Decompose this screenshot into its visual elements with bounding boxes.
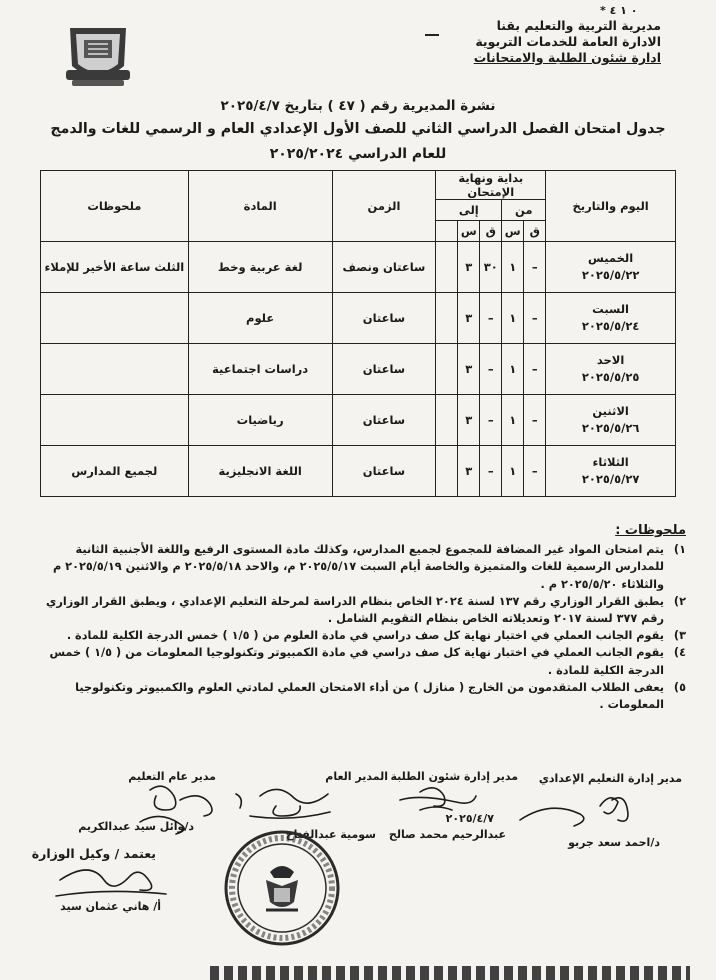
sig-name-director: د/وائل سيد عبدالكريم [78, 820, 194, 833]
from-q-cell: – [524, 344, 546, 395]
bulletin-line: نشرة المديرية رقم ( ٤٧ ) بتاريخ ٢٠٢٥/٤/٧ [220, 98, 496, 114]
header-subject: المادة [188, 171, 332, 242]
approve-name: أ/ هاني عثمان سيد [60, 900, 161, 913]
day-date-cell: الخميس ٢٠٢٥/٥/٢٢ [546, 242, 676, 293]
note-item: ٣) يقوم الجانب العملي في اختبار نهاية كل صف دراسي في مادة العلوم من ( ١/٥ ) خمس الدرجة الكلية للمادة . [66, 629, 686, 643]
from-s-cell: ١ [502, 293, 524, 344]
bottom-border-strip [210, 966, 690, 980]
to-q-cell: ٣٠ [480, 242, 502, 293]
header-line-services: الادارة العامة للخدمات التربوية [475, 34, 661, 49]
notes-heading: ملحوظات : [615, 523, 686, 538]
from-s-cell: ١ [502, 242, 524, 293]
top-marks: * ٠ ١ ٤ [600, 4, 638, 17]
duration-cell: ساعتان [332, 293, 436, 344]
header-to: إلى [436, 200, 502, 221]
from-q-cell: – [524, 242, 546, 293]
to-s-cell: ٣ [458, 344, 480, 395]
to-q-cell: – [480, 293, 502, 344]
subject-cell: علوم [188, 293, 332, 344]
header-notes: ملحوظات [41, 171, 189, 242]
to-q-cell: – [480, 446, 502, 497]
note-item: ٥) يعفى الطلاب المتقدمون من الخارج ( منازل ) من أداء الامتحان العملي لمادتي العلوم والكمبيوتر وتكنولوجيا المعلومات . [75, 680, 686, 712]
duration-cell: ساعتان [332, 395, 436, 446]
subject-cell: اللغة الانجليزية [188, 446, 332, 497]
sig-name-gm: سومية عبدالفتاح [285, 828, 376, 841]
header-line-affairs: ادارة شئون الطلبة والامتحانات [473, 50, 661, 65]
subject-cell: دراسات اجتماعية [188, 344, 332, 395]
approve-title: يعتمد / وكيل الوزارة [31, 846, 156, 861]
sig-title-prep: مدير إدارة التعليم الإعدادي [538, 772, 682, 785]
sig-name-affairs: عبدالرحيم محمد صالح [388, 828, 506, 841]
day-date-cell: الاحد ٢٠٢٥/٥/٢٥ [546, 344, 676, 395]
from-q-cell: – [524, 293, 546, 344]
note-item: ١) يتم امتحان المواد غير المضافة للمجموع لجميع المدارس، وكذلك مادة المستوى الرفيع واللغة الأجنبية الثانية للمدارس الرسمية للغات والمتميزة والخاصة أيام السبت ٢٠٢٥/٥/١٧ م، والاحد ٢٠٢٥/٥/١٨ م والاثنين ٢٠٢٥/٥/١٩ م والثلاثاء ٢٠٢٥/٥/٢٠ م . [52, 543, 686, 591]
header-to-q: ق [480, 221, 502, 242]
to-s-cell: ٣ [458, 293, 480, 344]
day-date-cell: الثلاثاء ٢٠٢٥/٥/٢٧ [546, 446, 676, 497]
from-s-cell: ١ [502, 446, 524, 497]
duration-cell: ساعتان [332, 446, 436, 497]
header-exam-range: بداية ونهاية الإمتحان [436, 171, 546, 200]
header-from: من [502, 200, 546, 221]
sig-name-prep: د/احمد سعد جربو [568, 836, 660, 849]
subject-cell: لغة عربية وخط [188, 242, 332, 293]
header-day-date: اليوم والتاريخ [546, 171, 676, 242]
header-to-s: س [458, 221, 480, 242]
to-q-cell: – [480, 395, 502, 446]
header-from-s: س [502, 221, 524, 242]
header-line-directorate: مديرية التربية والتعليم بقنا [496, 18, 661, 33]
sig-title-affairs: مدير إدارة شئون الطلبة [390, 770, 518, 783]
to-s-cell: ٣ [458, 242, 480, 293]
subject-cell: رياضيات [188, 395, 332, 446]
sig-date-affairs: ٢٠٢٥/٤/٧ [445, 812, 494, 825]
from-q-cell: – [524, 446, 546, 497]
from-s-cell: ١ [502, 344, 524, 395]
note-cell: لجميع المدارس [41, 446, 189, 497]
sig-title-gm: المدير العام [325, 770, 388, 783]
from-q-cell: – [524, 395, 546, 446]
day-date-cell: السبت ٢٠٢٥/٥/٢٤ [546, 293, 676, 344]
to-s-cell: ٣ [458, 446, 480, 497]
sig-title-director: مدير عام التعليم [128, 770, 216, 783]
note-item: ٤) يقوم الجانب العملي في اختبار نهاية كل صف دراسي في مادة الكمبيوتر وتكنولوجيا المعلومات من ( ١/٥ ) خمس الدرجة الكلية للمادة . [49, 646, 686, 677]
header-duration: الزمن [332, 171, 436, 242]
header-from-q: ق [524, 221, 546, 242]
to-q-cell: – [480, 344, 502, 395]
official-seal-icon [222, 828, 342, 948]
academic-year: للعام الدراسي ٢٠٢٥/٢٠٢٤ [269, 146, 447, 162]
day-date-cell: الاثنين ٢٠٢٥/٥/٢٦ [546, 395, 676, 446]
duration-cell: ساعتان [332, 344, 436, 395]
to-s-cell: ٣ [458, 395, 480, 446]
from-s-cell: ١ [502, 395, 524, 446]
note-item: ٢) يطبق القرار الوزاري رقم ١٣٧ لسنة ٢٠٢٤ الخاص بنظام الدراسة لمرحلة التعليم الإعدادي ، ويطبق القرار الوزاري رقم ٣٧٧ لسنة ٢٠١٧ وتعديلاته الخاص بنظام التقويم الشامل . [46, 594, 686, 626]
page-title: جدول امتحان الفصل الدراسي الثاني للصف الأول الإعدادي العام و الرسمي للغات والدمج [50, 121, 666, 137]
duration-cell: ساعتان ونصف [332, 242, 436, 293]
note-cell: الثلث ساعة الأخير للإملاء [41, 242, 189, 293]
